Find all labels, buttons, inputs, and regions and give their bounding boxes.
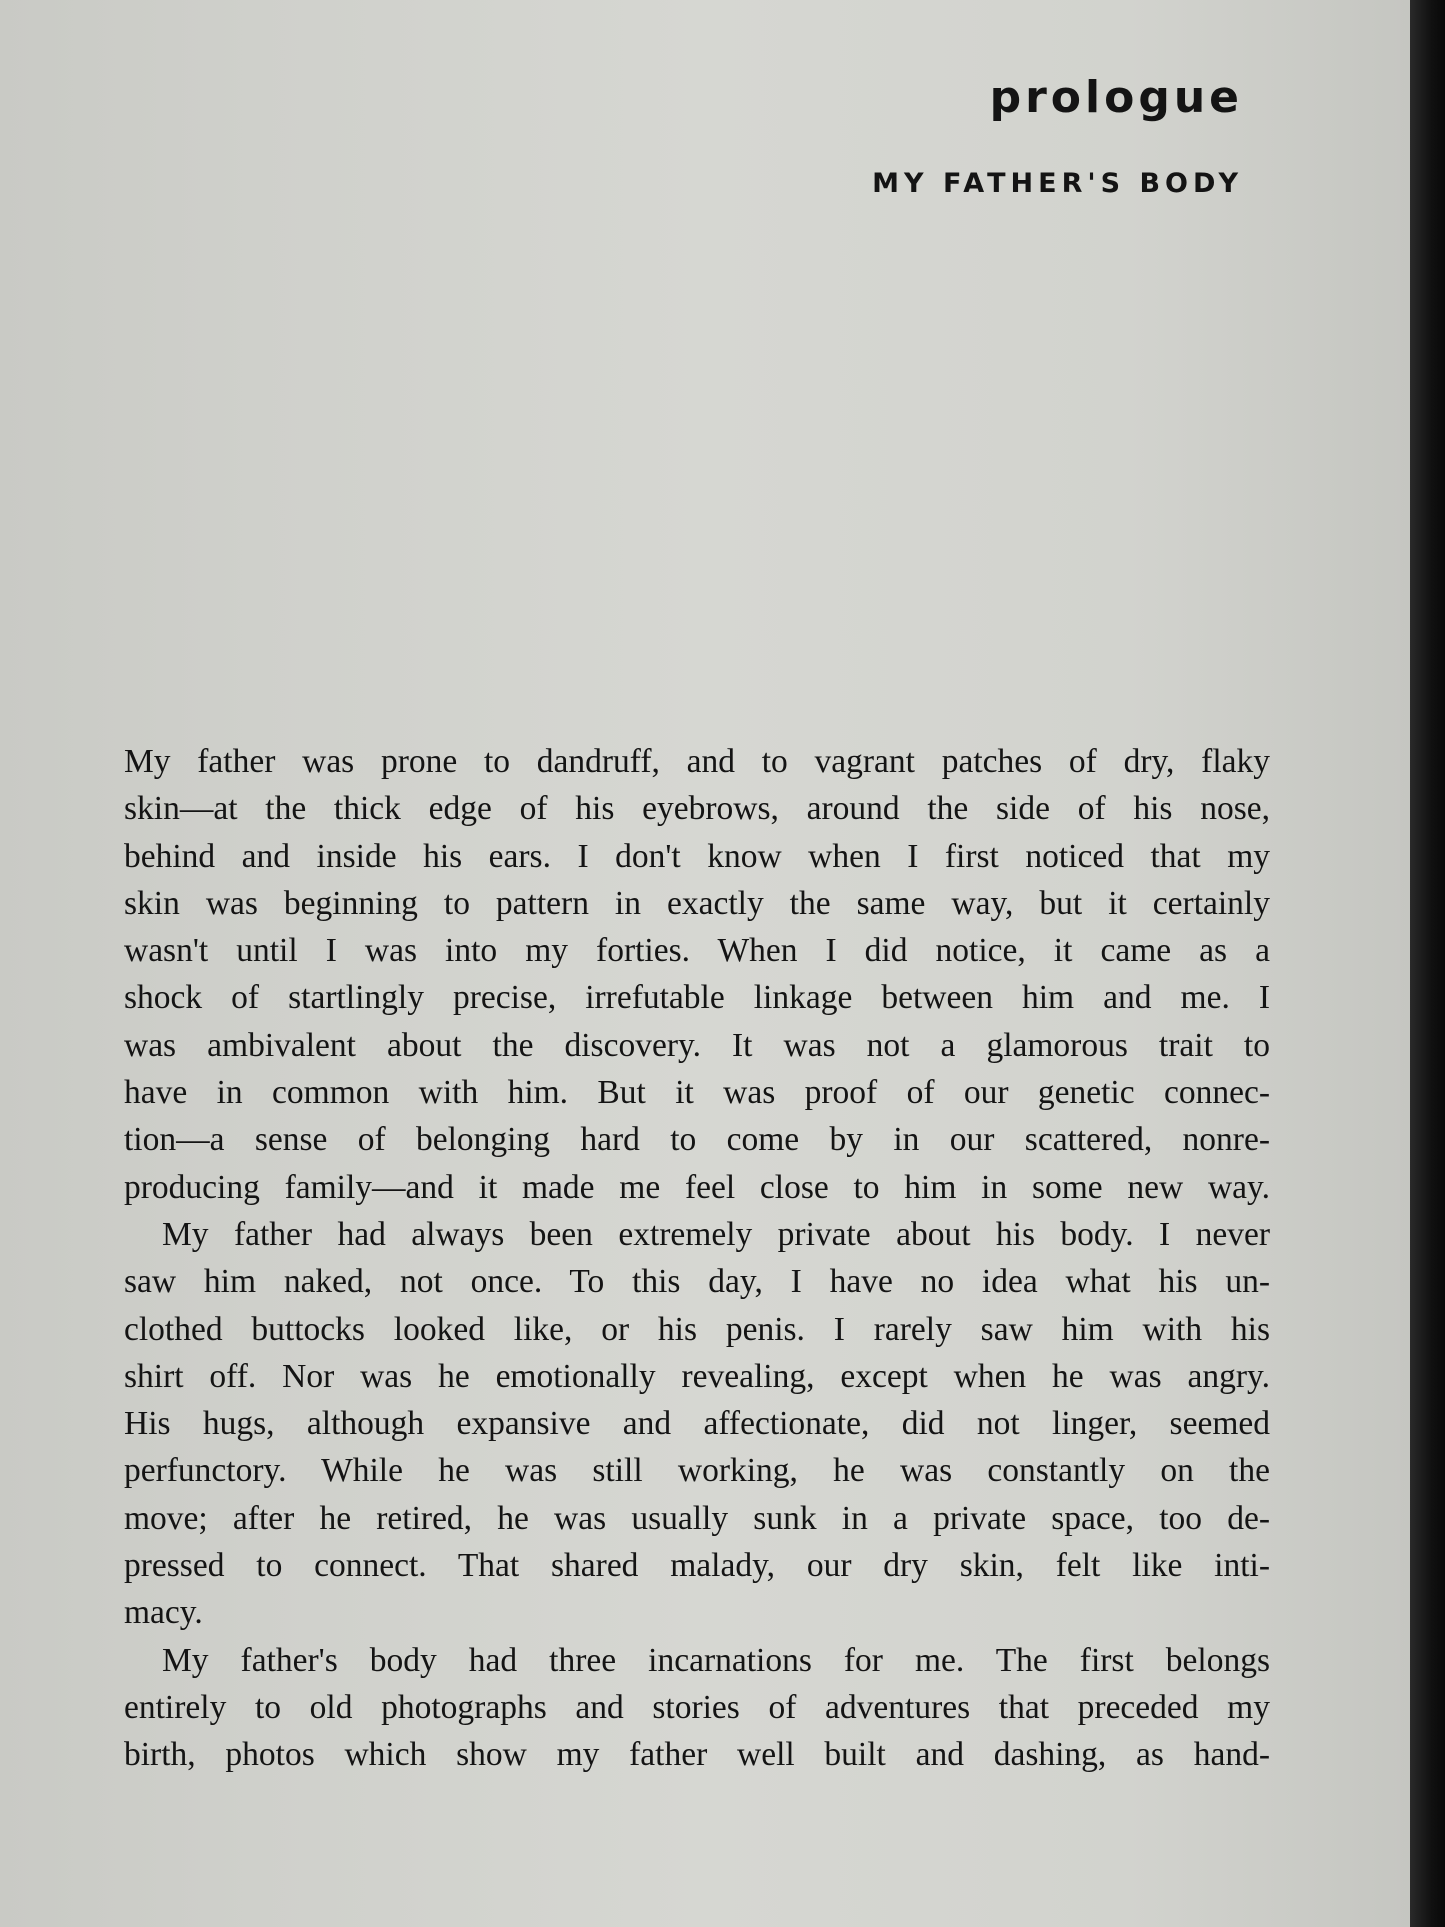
text-line: perfunctory. While he was still working, he was constantly on the <box>124 1452 1270 1490</box>
text-line: behind and inside his ears. I don't know when I first noticed that my <box>124 837 1270 875</box>
text-line: skin—at the thick edge of his eyebrows, around the side of his nose, <box>124 790 1270 828</box>
text-line: pressed to connect. That shared malady, our dry skin, felt like inti- <box>124 1547 1270 1585</box>
chapter-title: MY FATHER'S BODY <box>872 168 1243 199</box>
text-line: My father had always been extremely private about his body. I never <box>162 1215 1270 1253</box>
text-line: shirt off. Nor was he emotionally revealing, except when he was angry. <box>124 1357 1270 1395</box>
text-line: producing family—and it made me feel close to him in some new way. <box>124 1168 1270 1206</box>
text-line: tion—a sense of belonging hard to come by in our scattered, nonre- <box>124 1121 1270 1159</box>
text-line: saw him naked, not once. To this day, I have no idea what his un- <box>124 1263 1270 1301</box>
body-text <box>124 738 1270 1779</box>
text-line: My father's body had three incarnations for me. The first belongs <box>162 1641 1270 1679</box>
text-line: was ambivalent about the discovery. It was not a glamorous trait to <box>124 1026 1270 1064</box>
chapter-label: prologue <box>989 72 1243 123</box>
paragraph-1 <box>124 738 1270 1211</box>
text-line: skin was beginning to pattern in exactly the same way, but it certainly <box>124 884 1270 922</box>
text-line: move; after he retired, he was usually sunk in a private space, too de- <box>124 1499 1270 1537</box>
text-line: shock of startlingly precise, irrefutable linkage between him and me. I <box>124 979 1270 1017</box>
paragraph-3 <box>124 1637 1270 1779</box>
text-line: have in common with him. But it was proof of our genetic connec- <box>124 1074 1270 1112</box>
paragraph-2 <box>124 1211 1270 1637</box>
text-line: macy. <box>124 1594 203 1632</box>
text-line: clothed buttocks looked like, or his penis. I rarely saw him with his <box>124 1310 1270 1348</box>
text-line: My father was prone to dandruff, and to vagrant patches of dry, flaky <box>124 743 1270 780</box>
text-line: birth, photos which show my father well built and dashing, as hand- <box>124 1736 1270 1774</box>
text-line: entirely to old photographs and stories of adventures that preceded my <box>124 1688 1270 1726</box>
text-line: wasn't until I was into my forties. When I did notice, it came as a <box>124 932 1270 970</box>
text-line: His hugs, although expansive and affectionate, did not linger, seemed <box>124 1405 1270 1443</box>
page-edge-shadow <box>1410 0 1445 1927</box>
